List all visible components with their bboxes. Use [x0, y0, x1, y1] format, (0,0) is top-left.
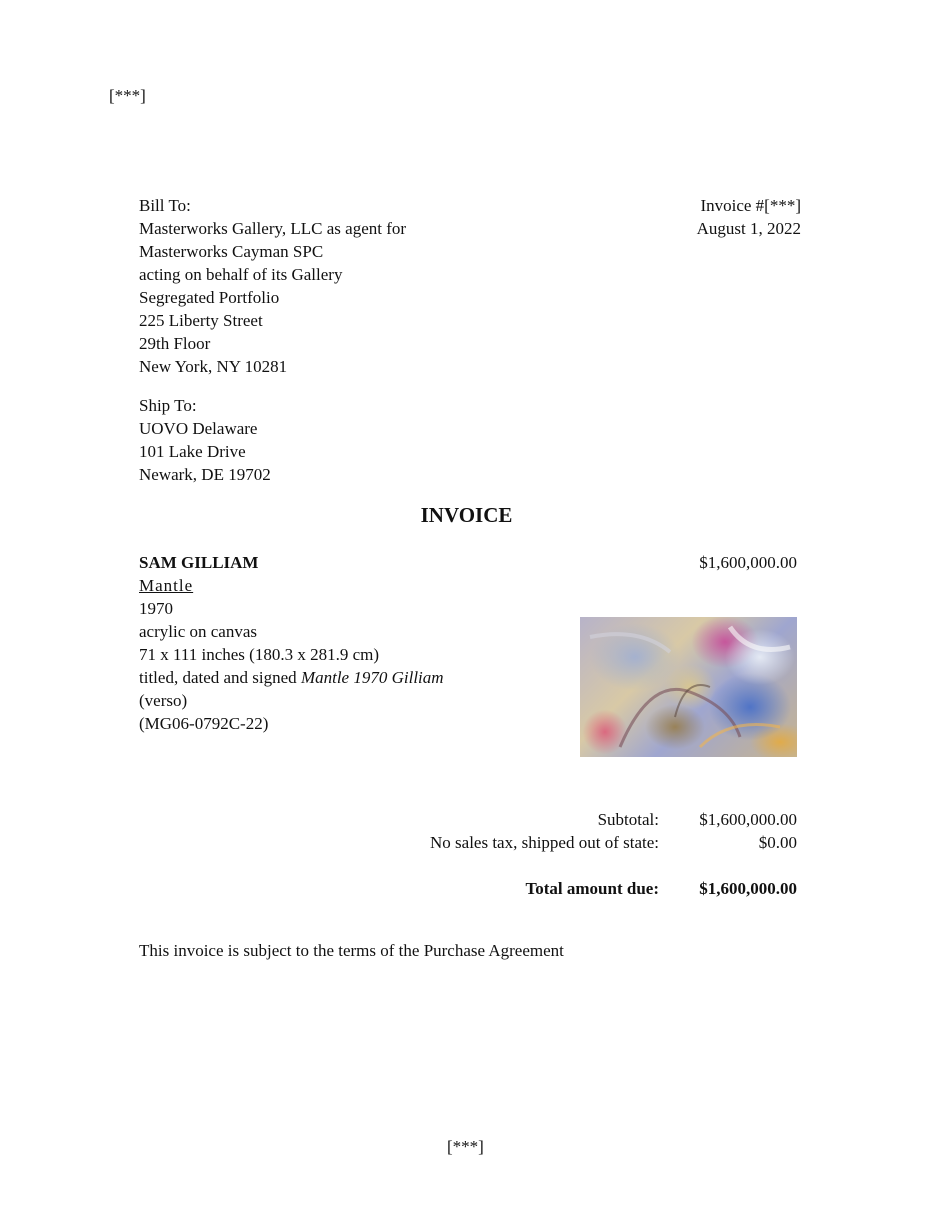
tax-value: $0.00 [758, 833, 797, 852]
bill-to-line: 225 Liberty Street [139, 311, 263, 330]
inscription-suffix: (verso) [139, 691, 188, 710]
artwork-year: 1970 [139, 599, 173, 618]
invoice-number: Invoice #[***] [700, 196, 801, 215]
total-label: Total amount due: [525, 879, 659, 898]
header-redaction-mark: [***] [109, 86, 146, 105]
ship-to-label: Ship To: [139, 396, 197, 415]
ship-to-block [139, 394, 271, 486]
bill-to-line: Segregated Portfolio [139, 288, 280, 307]
ship-to-line: UOVO Delaware [139, 419, 258, 438]
invoice-title: INVOICE [420, 503, 513, 527]
bill-to-line: Masterworks Gallery, LLC as agent for [139, 219, 407, 238]
artwork-details [139, 551, 444, 735]
ship-to-line: 101 Lake Drive [139, 442, 246, 461]
footer-redaction-mark: [***] [447, 1137, 484, 1156]
terms-note: This invoice is subject to the terms of the Purchase Agreement [139, 941, 564, 960]
artwork-dimensions: 71 x 111 inches (180.3 x 281.9 cm) [139, 645, 380, 664]
bill-to-label: Bill To: [139, 196, 191, 215]
subtotal-label: Subtotal: [597, 810, 659, 829]
bill-to-line: 29th Floor [139, 334, 211, 353]
artwork-medium: acrylic on canvas [139, 622, 257, 641]
invoice-meta-block [697, 194, 801, 240]
artwork-title: Mantle [139, 576, 194, 595]
artwork-artist: SAM GILLIAM [139, 553, 259, 572]
inscription-italic: Mantle 1970 Gilliam [300, 668, 444, 687]
subtotal-value: $1,600,000.00 [699, 810, 797, 829]
tax-label: No sales tax, shipped out of state: [430, 833, 659, 852]
artwork-price: $1,600,000.00 [699, 553, 797, 572]
inscription-prefix: titled, dated and signed [139, 668, 301, 687]
artwork-inscription [139, 666, 444, 689]
total-value: $1,600,000.00 [699, 879, 797, 898]
bill-to-block [139, 194, 406, 378]
bill-to-line: Masterworks Cayman SPC [139, 242, 324, 261]
artwork-brushstrokes [580, 617, 797, 757]
bill-to-line: acting on behalf of its Gallery [139, 265, 343, 284]
bill-to-line: New York, NY 10281 [139, 357, 288, 376]
invoice-date: August 1, 2022 [696, 219, 801, 238]
ship-to-line: Newark, DE 19702 [139, 465, 271, 484]
artwork-image [580, 617, 797, 757]
artwork-reference: (MG06-0792C-22) [139, 714, 269, 733]
